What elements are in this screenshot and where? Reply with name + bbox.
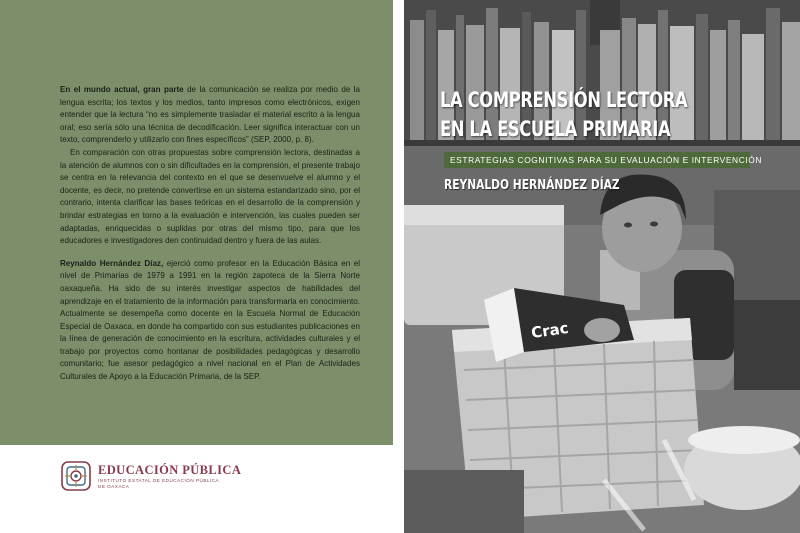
- paragraph-2-body: En comparación con otras propuestas sobre comprensión lectora, destinadas a la atención de alumnos con o sin dificultades en la comprensión, el presente trabajo se centra en la relevancia del contexto en el que se desenvuelve el alumno y el docente, es decir, no pretende convertirse en un sistema estandarizado sino, por el contrario, intenta clarificar las bases teóricas en el desarrollo de la comprensión y brindar estrategias en torno a la evaluación e intervención, las cuales pueden ser adaptadas, enriquecidas o suplidas por otras del mismo tipo, para que los educadores e investigadores den continuidad dentro y fuera de las aulas.: [60, 147, 360, 246]
- front-title-line2: EN LA ESCUELA PRIMARIA: [440, 117, 671, 141]
- front-title-line1: LA COMPRENSIÓN LECTORA: [440, 88, 688, 112]
- author-bio-name: Reynaldo Hernández Díaz,: [60, 258, 164, 268]
- back-paragraph-2: [60, 147, 360, 248]
- back-cover-text: [60, 84, 360, 384]
- front-cover: [404, 0, 800, 533]
- spine-gap: [393, 0, 404, 533]
- paragraph-1-lead: En el mundo actual, gran parte: [60, 85, 184, 94]
- back-cover: [0, 0, 393, 533]
- publisher-subtitle-line1: INSTITUTO ESTATAL DE EDUCACIÓN PÚBLICA: [98, 478, 220, 483]
- front-subtitle: ESTRATEGIAS COGNITIVAS PARA SU EVALUACIÓN E INTERVENCIÓN: [450, 155, 763, 165]
- author-bio-body: ejerció como profesor en la Educación Básica en el nivel de Primarias de 1979 a 1991 en la región zapoteca de la Sierra Norte oaxaqueña. Ha sido de su interés investigar aspectos de habilidades del aprendizaje en el tratamiento de la información para transformarla en conocimiento. Actualmente se desempeña como docente en la Escuela Normal de Educación Especial de Oaxaca, en donde ha compartido con sus estudiantes publicaciones en la línea de generación de conocimiento en la escritura, actividades culturales y el trabajo por proyectos como hontanar de posibilidades pedagógicas y desarrollo comunitario; fue asesor pedagógico a nivel nacional en el Plan de Actividades Culturales de Apoyo a la Educación Primaria, de la SEP.: [60, 258, 360, 382]
- author-bio: [60, 258, 360, 384]
- institute-seal-icon: [61, 461, 91, 491]
- publisher-subtitle-line2: DE OAXACA: [98, 484, 130, 489]
- book-title-text: Crac: [530, 318, 570, 342]
- back-paragraph-1: [60, 84, 360, 147]
- publisher-title: EDUCACIÓN PÚBLICA: [98, 463, 242, 477]
- paragraph-1-body: de la comunicación se realiza por medio de la lengua escrita; los textos y los medios, tanto impresos como electrónicos, exigen entender que la lectura “no es simplemente trasladar el material escrito a la lengua oral; eso sería sólo una técnica de decodificación. Leer significa interactuar con un texto, comprenderlo y utilizarlo con fines específicos” (SEP, 2000, p. 8).: [60, 85, 360, 145]
- front-author: REYNALDO HERNÁNDEZ DÍAZ: [444, 178, 620, 193]
- cover-photo: [404, 0, 800, 533]
- publisher-footer: [0, 445, 393, 533]
